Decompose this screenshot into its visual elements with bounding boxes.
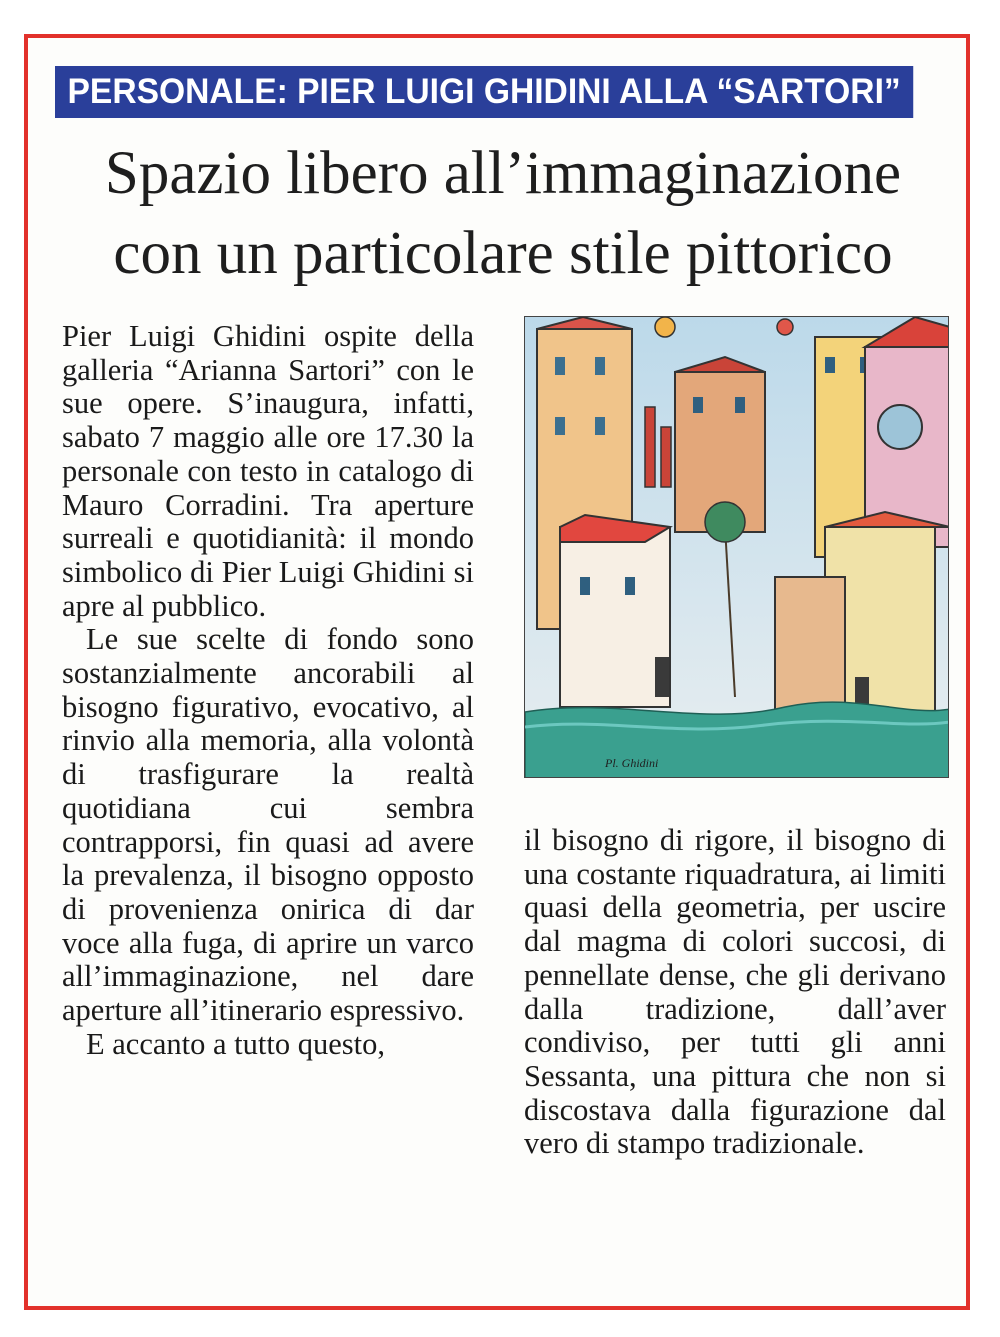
painting-signature: Pl. Ghidini [605,756,659,770]
paragraph-1: Pier Luigi Ghidini ospite della galleria “Arianna Sartori” con le sue opere. S’inaugura, infatti, sabato 7 maggio alle ore 17.30 la personale con testo in catalogo di Mauro Corradini. Tra aperture surreali e quotidianità: il mondo simbolico di Pier Luigi Ghidini si apre al pubblico. [62,319,474,623]
right-column [524,824,946,1161]
kicker-banner: PERSONALE: PIER LUIGI GHIDINI ALLA “SARTORI” [55,66,913,118]
left-column [62,320,474,1061]
paragraph-4: il bisogno di rigore, il bisogno di una costante riquadratura, ai limiti quasi della geometria, per uscire dal magma di colori succosi, di pennellate dense, che gli derivano dalla tradizione, dall’aver condiviso, per tutti gli anni Sessanta, una pittura che non si discostava dalla figurazione dal vero di stampo tradizionale. [524,823,946,1161]
painting-image [524,316,949,778]
headline: Spazio libero all’immaginazione con un particolare stile pittorico [104,140,902,287]
paragraph-3: E accanto a tutto questo, [86,1026,385,1061]
paragraph-2: Le sue scelte di fondo sono sostanzialmente ancorabili al bisogno figurativo, evocativo, al rinvio alla memoria, alla volontà di trasfigurare la realtà quotidiana cui sembra contrapporsi, fin quasi ad avere la prevalenza, il bisogno opposto di provenienza onirica di dar voce alla fuga, di aprire un varco all’immaginazione, nel dare aperture all’itinerario espressivo. [62,622,474,1028]
